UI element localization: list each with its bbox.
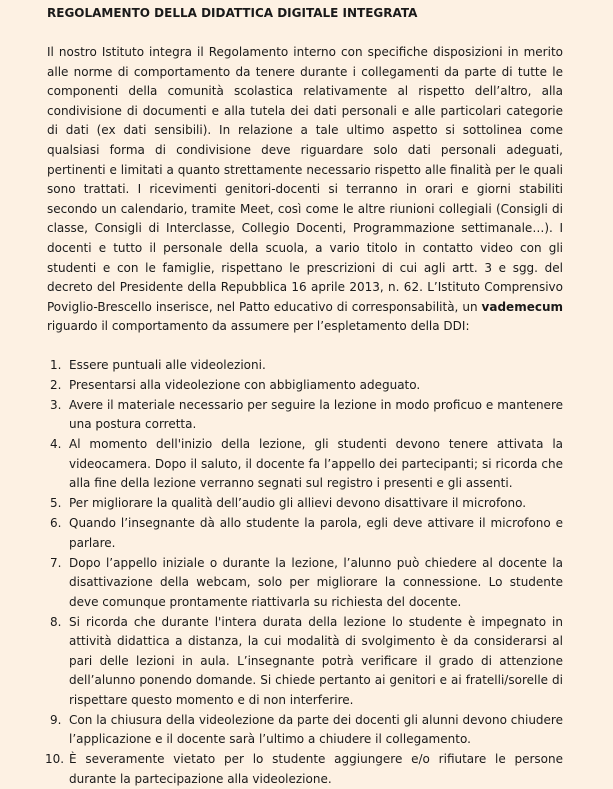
list-item-text: Essere puntuali alle videolezioni. — [69, 357, 266, 372]
list-item-text: È severamente vietato per lo studente aggiungere e/o rifiutare le persone durante la partecipazione alla videolezione. — [69, 752, 563, 786]
list-item-text: Dopo l’appello iniziale o durante la lezione, l’alunno può chiedere al docente la disattivazione della webcam, solo per migliorare la connessione. Lo studente deve comunque prontamente riattivarla su richiesta del docente. — [69, 555, 563, 609]
list-item — [47, 750, 563, 789]
list-item-number: 4. — [50, 437, 62, 452]
list-item-text: Presentarsi alla videolezione con abbigliamento adeguato. — [69, 377, 421, 392]
list-item-number: 6. — [50, 516, 62, 531]
list-item-number: 3. — [50, 397, 62, 412]
list-item-text: Avere il materiale necessario per seguire la lezione in modo proficuo e mantenere una postura corretta. — [69, 397, 563, 432]
intro-text-after: riguardo il comportamento da assumere per l’espletamento della DDI: — [47, 319, 470, 334]
list-item — [47, 711, 563, 750]
list-item-text: Si ricorda che durante l'intera durata della lezione lo studente è impegnato in attività didattica a distanza, la cui modalità di svolgimento è da considerarsi al pari delle lezioni in aula. L’insegnante potrà verificare il grado di attenzione dell’alunno ponendo domande. Si chiede pertanto ai genitori e ai fratelli/sorelle di rispettare questo momento e di non interferire. — [69, 614, 563, 707]
list-item — [47, 396, 563, 435]
intro-text-before: Il nostro Istituto integra il Regolamento interno con specifiche disposizioni in merito alle norme di comportamento da tenere durante i collegamenti da parte di tutte le componenti della comunità scolastica relativamente al rispetto dell’altro, alla condivisione di documenti e alla tutela dei dati personali e alle particolari categorie di dati (ex dati sensibili). In relazione a tale ultimo aspetto si sottolinea come qualsiasi forma di condivisione deve riguardare solo dati personali adeguati, pertinenti e limitati a quanto strettamente necessario rispetto alle finalità per le quali sono trattati. I ricevimenti genitori-docenti si terranno in orari e giorni stabiliti secondo un calendario, tramite Meet, così come le altre riunioni collegiali (Consigli di classe, Consigli di Interclasse, Collegio Docenti, Programmazione settimanale…). I docenti e tutto il personale della scuola, a vario titolo in contatto video con gli studenti e con le famiglie, rispettano le prescrizioni di cui agli artt. 3 e sgg. del decreto del Presidente della Repubblica 16 aprile 2013, n. 62. L’Istituto Comprensivo Poviglio-Brescello inserisce, nel Patto educativo di corresponsabilità, un — [47, 45, 563, 314]
list-item — [47, 554, 563, 613]
list-item-text: Per migliorare la qualità dell’audio gli allievi devono disattivare il microfono. — [69, 496, 527, 511]
list-item — [47, 435, 563, 494]
list-item-text: Con la chiusura della videolezione da parte dei docenti gli alunni devono chiudere l’applicazione e il docente sarà l’ultimo a chiudere il collegamento. — [69, 712, 563, 747]
rules-list — [47, 356, 563, 789]
list-item-number: 1. — [50, 357, 62, 372]
list-item-number: 9. — [50, 712, 62, 727]
intro-paragraph — [47, 43, 563, 337]
list-item-number: 8. — [50, 614, 62, 629]
list-item-number: 10. — [45, 752, 65, 767]
list-item-number: 7. — [50, 555, 62, 570]
list-item — [47, 376, 563, 396]
list-item-number: 5. — [50, 496, 62, 511]
list-item-text: Quando l’insegnante dà allo studente la parola, egli deve attivare il microfono e parlare. — [69, 516, 563, 550]
document-title: REGOLAMENTO DELLA DIDATTICA DIGITALE INTEGRATA — [47, 6, 418, 20]
intro-bold-term: vademecum — [481, 299, 563, 314]
list-item-number: 2. — [50, 377, 62, 392]
list-item — [47, 613, 563, 711]
list-item — [47, 494, 563, 514]
list-item — [47, 514, 563, 553]
list-item — [47, 356, 563, 376]
list-item-text: Al momento dell'inizio della lezione, gli studenti devono tenere attivata la videocamera. Dopo il saluto, il docente fa l’appello dei partecipanti; si ricorda che alla fine della lezione verranno segnati sul registro i presenti e gli assenti. — [69, 437, 563, 491]
